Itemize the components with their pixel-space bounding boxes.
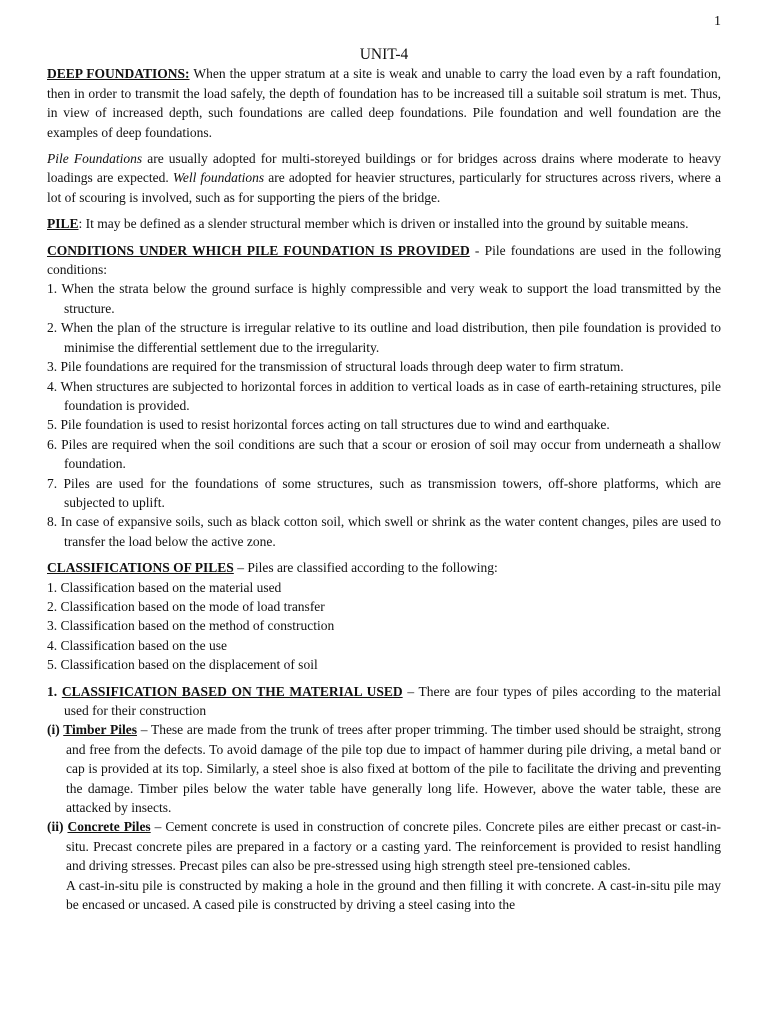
list-item: 3. Classification based on the method of construction: [47, 618, 335, 634]
classifications-heading: CLASSIFICATIONS OF PILES: [47, 560, 234, 576]
timber-piles-label: (i): [47, 722, 64, 738]
list-item: 1. Classification based on the material used: [47, 579, 282, 595]
classifications-paragraph: [47, 558, 721, 577]
deep-foundations-text: When the upper stratum at a site is weak and unable to carry the load even by a raft foundation, then in order to transmit the load safely, the depth of foundation has to be increased till a suitable soil stratum is met. Thus, in view of increased depth, such foundations are called deep foundations. Pile foundation and well foundation are the examples of deep foundations.: [47, 66, 722, 140]
well-foundations-text: are adopted for heavier structures, particularly for structures across rivers, where a lot of scouring is involved, such as for supporting the piers of the bridge.: [47, 170, 721, 205]
material-section-heading: CLASSIFICATION BASED ON THE MATERIAL USED: [61, 683, 403, 699]
list-item: 4. When structures are subjected to horizontal forces in addition to vertical loads as in case of earth-retaining structures, pile foundation is provided.: [47, 378, 721, 413]
timber-piles-heading: Timber Piles: [63, 722, 137, 738]
material-section-text: – There are four types of piles according to the material used for their construction: [64, 683, 721, 718]
material-section-paragraph: [47, 682, 721, 721]
list-item: 2. When the plan of the structure is irregular relative to its outline and load distribution, then pile foundation is provided to minimise the differential settlement due to the irregularity.: [47, 320, 721, 355]
concrete-piles-heading: Concrete Piles: [67, 819, 151, 835]
conditions-list: [47, 279, 721, 551]
conditions-intro: - Pile foundations are used in the following conditions:: [47, 242, 721, 278]
page-number: 1: [714, 14, 721, 29]
well-foundations-term: Well foundations: [172, 170, 265, 186]
pile-foundations-text: are usually adopted for multi-storeyed buildings or for bridges across drains where moderate to heavy loadings are expected.: [47, 151, 721, 186]
foundation-types-paragraph: [47, 149, 721, 207]
deep-foundations-paragraph: [47, 64, 721, 142]
concrete-piles-text: – Cement concrete is used in construction of concrete piles. Concrete piles are either precast or cast-in-situ. Precast concrete piles are prepared in a factory or a casting yard. The reinforcement is provided to resist handling and driving stresses. Precast piles can also be pre-stressed using high strength steel pre-tensioned cables.: [66, 819, 721, 874]
deep-foundations-heading: DEEP FOUNDATIONS:: [47, 66, 190, 82]
classifications-intro: – Piles are classified according to the following:: [233, 560, 498, 576]
list-item: 6. Piles are required when the soil conditions are such that a scour or erosion of soil may occur from underneath a shallow foundation.: [47, 436, 721, 472]
list-item: 1. When the strata below the ground surface is highly compressible and very weak to support the load transmitted by the structure.: [47, 281, 721, 316]
list-item: 8. In case of expansive soils, such as black cotton soil, which swell or shrink as the water content changes, piles are used to transfer the load below the active zone.: [47, 514, 721, 549]
classifications-list: [47, 578, 721, 675]
conditions-paragraph: [47, 241, 721, 280]
list-item: 7. Piles are used for the foundations of some structures, such as transmission towers, off-shore platforms, which are subjected to uplift.: [47, 475, 721, 510]
list-item: 2. Classification based on the mode of load transfer: [47, 598, 325, 614]
page-title: UNIT-4: [359, 46, 409, 63]
pile-foundations-term: Pile Foundations: [47, 151, 143, 167]
pile-definition-paragraph: [47, 214, 721, 233]
list-item: 5. Pile foundation is used to resist horizontal forces acting on tall structures due to wind and earthquake.: [47, 417, 610, 433]
material-section-number: 1.: [47, 683, 62, 699]
pile-definition-text: : It may be defined as a slender structural member which is driven or installed into the ground by suitable means.: [78, 216, 689, 232]
document-body: [47, 45, 721, 914]
list-item: 4. Classification based on the use: [47, 637, 227, 653]
timber-piles-paragraph: [47, 720, 721, 817]
timber-piles-text: – These are made from the trunk of trees after proper trimming. The timber used should be straight, strong and free from the defects. To avoid damage of the pile top due to impact of hammer during pile driving, a metal band or cap is provided at its top. Similarly, a steel shoe is also fixed at bottom of the pile to facilitate the driving and preventing the damage. Timber piles below the water table have generally long life. However, above the water table, these are attacked by insects.: [66, 722, 721, 816]
concrete-piles-paragraph: [47, 817, 721, 875]
concrete-piles-label: (ii): [47, 819, 68, 835]
pile-heading: PILE: [47, 216, 79, 232]
list-item: 5. Classification based on the displacement of soil: [47, 657, 318, 673]
list-item: 3. Pile foundations are required for the transmission of structural loads through deep water to firm stratum.: [47, 359, 624, 375]
conditions-heading: CONDITIONS UNDER WHICH PILE FOUNDATION IS PROVIDED: [47, 242, 470, 258]
cast-in-situ-paragraph: A cast-in-situ pile is constructed by making a hole in the ground and then filling it with concrete. A cast-in-situ pile may be encased or uncased. A cased pile is constructed by driving a steel casing into the: [66, 877, 721, 913]
